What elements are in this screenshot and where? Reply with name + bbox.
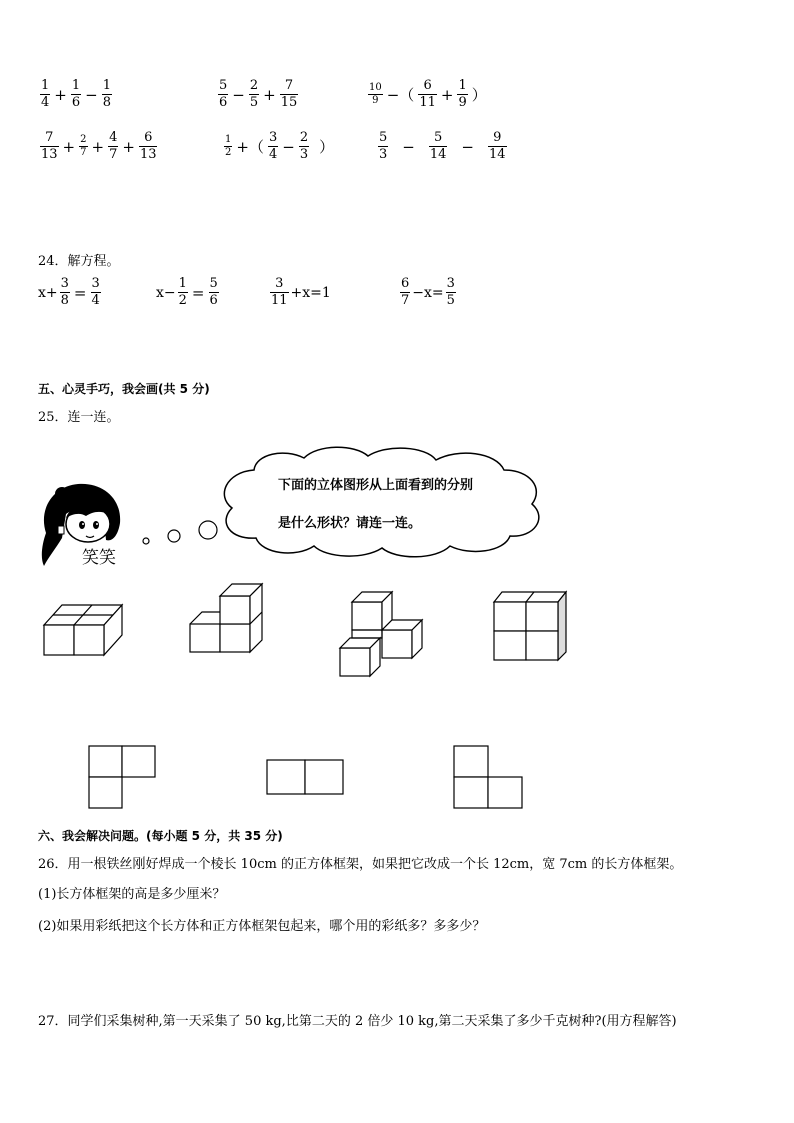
numerator: 7 <box>45 130 54 145</box>
q26-sub-question-2: (2)如果用彩纸把这个长方体和正方体框架包起来，哪个用的彩纸多？多多少？ <box>38 919 486 934</box>
operator: + <box>62 137 76 156</box>
operator: − <box>85 85 98 104</box>
solid-figure-3 <box>338 590 438 680</box>
character-name: 笑笑 <box>82 548 116 568</box>
numerator: 1 <box>41 78 50 93</box>
operator: + <box>440 85 454 104</box>
equation-2 <box>156 276 221 309</box>
equation-4 <box>398 276 458 309</box>
q25-title: 25．连一连。 <box>38 410 120 425</box>
denominator: 6 <box>219 95 228 110</box>
numerator: 1 <box>178 276 187 291</box>
denominator: 8 <box>60 293 69 308</box>
calc-r2-e2 <box>222 130 336 163</box>
equation-1 <box>38 276 103 309</box>
denominator: 7 <box>401 293 410 308</box>
numerator: 3 <box>268 130 278 145</box>
denominator: 13 <box>41 147 58 162</box>
calc-r1-e2 <box>216 78 300 111</box>
bubble-text-line-1: 下面的立体图形从上面看到的分别 <box>278 478 474 493</box>
denominator: 6 <box>71 95 81 110</box>
q27-text: 27．同学们采集树种,第一天采集了 50 kg,比第二天的 2 倍少 10 kg,第二天采集了多少千克树种?(用方程解答) <box>38 1014 677 1029</box>
paren-close: ） <box>319 138 335 156</box>
calc-r2-e3 <box>376 130 509 163</box>
equation-prefix: x+ <box>38 284 58 301</box>
numerator: 5 <box>219 78 228 93</box>
numerator: 1 <box>458 78 467 93</box>
operator: + <box>91 137 105 156</box>
denominator: 11 <box>271 293 288 308</box>
top-view-shape-2 <box>266 758 346 796</box>
equation-3 <box>268 276 331 309</box>
operator: − <box>282 137 295 156</box>
denominator: 7 <box>80 147 87 158</box>
q24-title: 24．解方程。 <box>38 254 120 269</box>
q26-text: 26．用一根铁丝刚好焊成一个棱长 10cm 的正方体框架，如果把它改成一个长 12cm，宽 7cm 的长方体框架。 <box>38 857 683 872</box>
denominator: 7 <box>109 147 118 162</box>
denominator: 5 <box>249 95 259 110</box>
equation-prefix: x− <box>156 284 176 301</box>
calc-r1-e1 <box>38 78 114 111</box>
thought-bubble-dots <box>136 515 226 555</box>
calc-r1-e3 <box>366 78 489 111</box>
denominator: 2 <box>225 147 232 158</box>
denominator: 4 <box>91 293 100 308</box>
equals-sign: = <box>191 283 205 302</box>
numerator: 6 <box>401 276 410 291</box>
numerator: 2 <box>249 78 259 93</box>
numerator: 3 <box>60 276 69 291</box>
solid-figure-4 <box>490 590 580 670</box>
denominator: 14 <box>429 147 447 162</box>
solid-figure-1 <box>40 595 140 675</box>
denominator: 15 <box>280 95 298 110</box>
q26-sub-question-1: (1)长方体框架的高是多少厘米？ <box>38 887 226 902</box>
numerator: 5 <box>433 130 443 145</box>
numerator: 9 <box>493 130 502 145</box>
solid-figure-2 <box>188 578 278 658</box>
bubble-text-line-2: 是什么形状？请连一连。 <box>278 516 422 531</box>
denominator: 11 <box>419 95 436 110</box>
numerator: 1 <box>71 78 81 93</box>
top-view-shape-3 <box>452 744 524 810</box>
numerator: 3 <box>275 276 284 291</box>
numerator: 10 <box>369 82 382 93</box>
numerator: 6 <box>423 78 432 93</box>
calc-r2-e1 <box>38 130 159 163</box>
operator: + <box>54 85 67 104</box>
denominator: 3 <box>299 147 309 162</box>
numerator: 6 <box>144 130 153 145</box>
operator: − <box>232 85 245 104</box>
denominator: 4 <box>41 95 50 110</box>
numerator: 5 <box>379 130 388 145</box>
operator: − <box>402 137 415 156</box>
denominator: 13 <box>139 147 157 162</box>
numerator: 3 <box>91 276 100 291</box>
denominator: 9 <box>372 95 379 106</box>
paren-close: ） <box>471 86 487 104</box>
operator: + <box>122 137 135 156</box>
operator: +（ <box>236 138 264 156</box>
operator: −（ <box>386 86 415 104</box>
equation-suffix: +x=1 <box>290 284 331 301</box>
numerator: 1 <box>102 78 111 93</box>
numerator: 2 <box>299 130 309 145</box>
numerator: 1 <box>225 134 232 145</box>
top-view-shape-1 <box>88 744 158 810</box>
equation-middle: −x= <box>412 284 444 301</box>
numerator: 7 <box>284 78 294 93</box>
equals-sign: = <box>73 283 87 302</box>
denominator: 3 <box>379 147 388 162</box>
denominator: 9 <box>458 95 467 110</box>
section-6-title: 六、我会解决问题。(每小题 5 分，共 35 分) <box>38 829 283 843</box>
section-5-title: 五、心灵手巧，我会画(共 5 分) <box>38 382 210 396</box>
denominator: 2 <box>178 293 187 308</box>
denominator: 6 <box>209 293 218 308</box>
denominator: 14 <box>488 147 506 162</box>
numerator: 4 <box>109 130 118 145</box>
numerator: 2 <box>80 134 87 145</box>
operator: + <box>263 85 276 104</box>
denominator: 8 <box>102 95 111 110</box>
operator: − <box>461 137 474 156</box>
thought-bubble-cloud <box>214 442 554 562</box>
numerator: 5 <box>209 276 218 291</box>
denominator: 4 <box>268 147 278 162</box>
denominator: 5 <box>446 293 455 308</box>
numerator: 3 <box>446 276 455 291</box>
